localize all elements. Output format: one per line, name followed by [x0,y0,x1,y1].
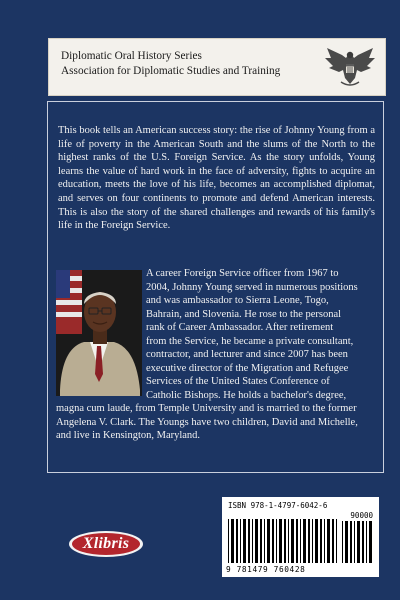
bio-line: contractor, and lecturer and since 2007 has been [146,349,348,360]
series-header [48,38,386,96]
bio-line: A career Foreign Service officer from 1967 to [146,268,339,279]
bio-line: magna cum laude, from Temple University and is married to the former [56,403,357,414]
barcode-bars [228,519,338,563]
bio-line: Catholic Bishops. He holds a bachelor's degree, [146,389,347,401]
author-photo [56,270,142,396]
author-bio [56,267,376,443]
bio-line: 2004, Johnny Young served in numerous positions [146,281,358,293]
barcode-digits: 9 781479 760428 [226,565,306,574]
bio-line: Services of the United States Conference of [146,376,330,387]
bio-line: Angelena V. Clark. The Youngs have two children, David and Michelle, [56,416,358,428]
price-code: 90000 [350,511,373,520]
isbn-barcode [222,497,379,577]
series-title: Diplomatic Oral History Series [61,50,202,62]
bio-line: and live in Kensington, Maryland. [56,430,201,441]
intro-paragraph: This book tells an American success story: the rise of Johnny Young from a life of poverty in the American South and the slums of the North to the highest ranks of the U.S. Foreign Service. As the story unfolds, Young learns the value of hard work in the face of adversity, fights to acquire an education, meets the love of his life, becomes an accomplished diplomat, and serves on four continents to promote and defend American interests. This is also the story of the shared challenges and rewards of his family's life in the Foreign Service. [58,125,375,232]
barcode-addon-bars [342,521,374,563]
bio-line: from the Service, he became a private consultant, [146,335,354,347]
isbn-number: ISBN 978-1-4797-6042-6 [228,501,328,510]
eagle-seal-icon [323,44,377,90]
publisher-logo [68,530,144,558]
bio-line: rank of Career Ambassador. After retirement [146,322,334,333]
association-name: Association for Diplomatic Studies and Training [61,65,281,77]
publisher-name: Xlibris [82,535,130,552]
bio-line: and was ambassador to Sierra Leone, Togo, [146,295,329,306]
bio-line: Bahrain, and Slovenia. He rose to the personal [146,308,342,320]
bio-line: executive director of the Migration and Refugee [146,362,349,374]
